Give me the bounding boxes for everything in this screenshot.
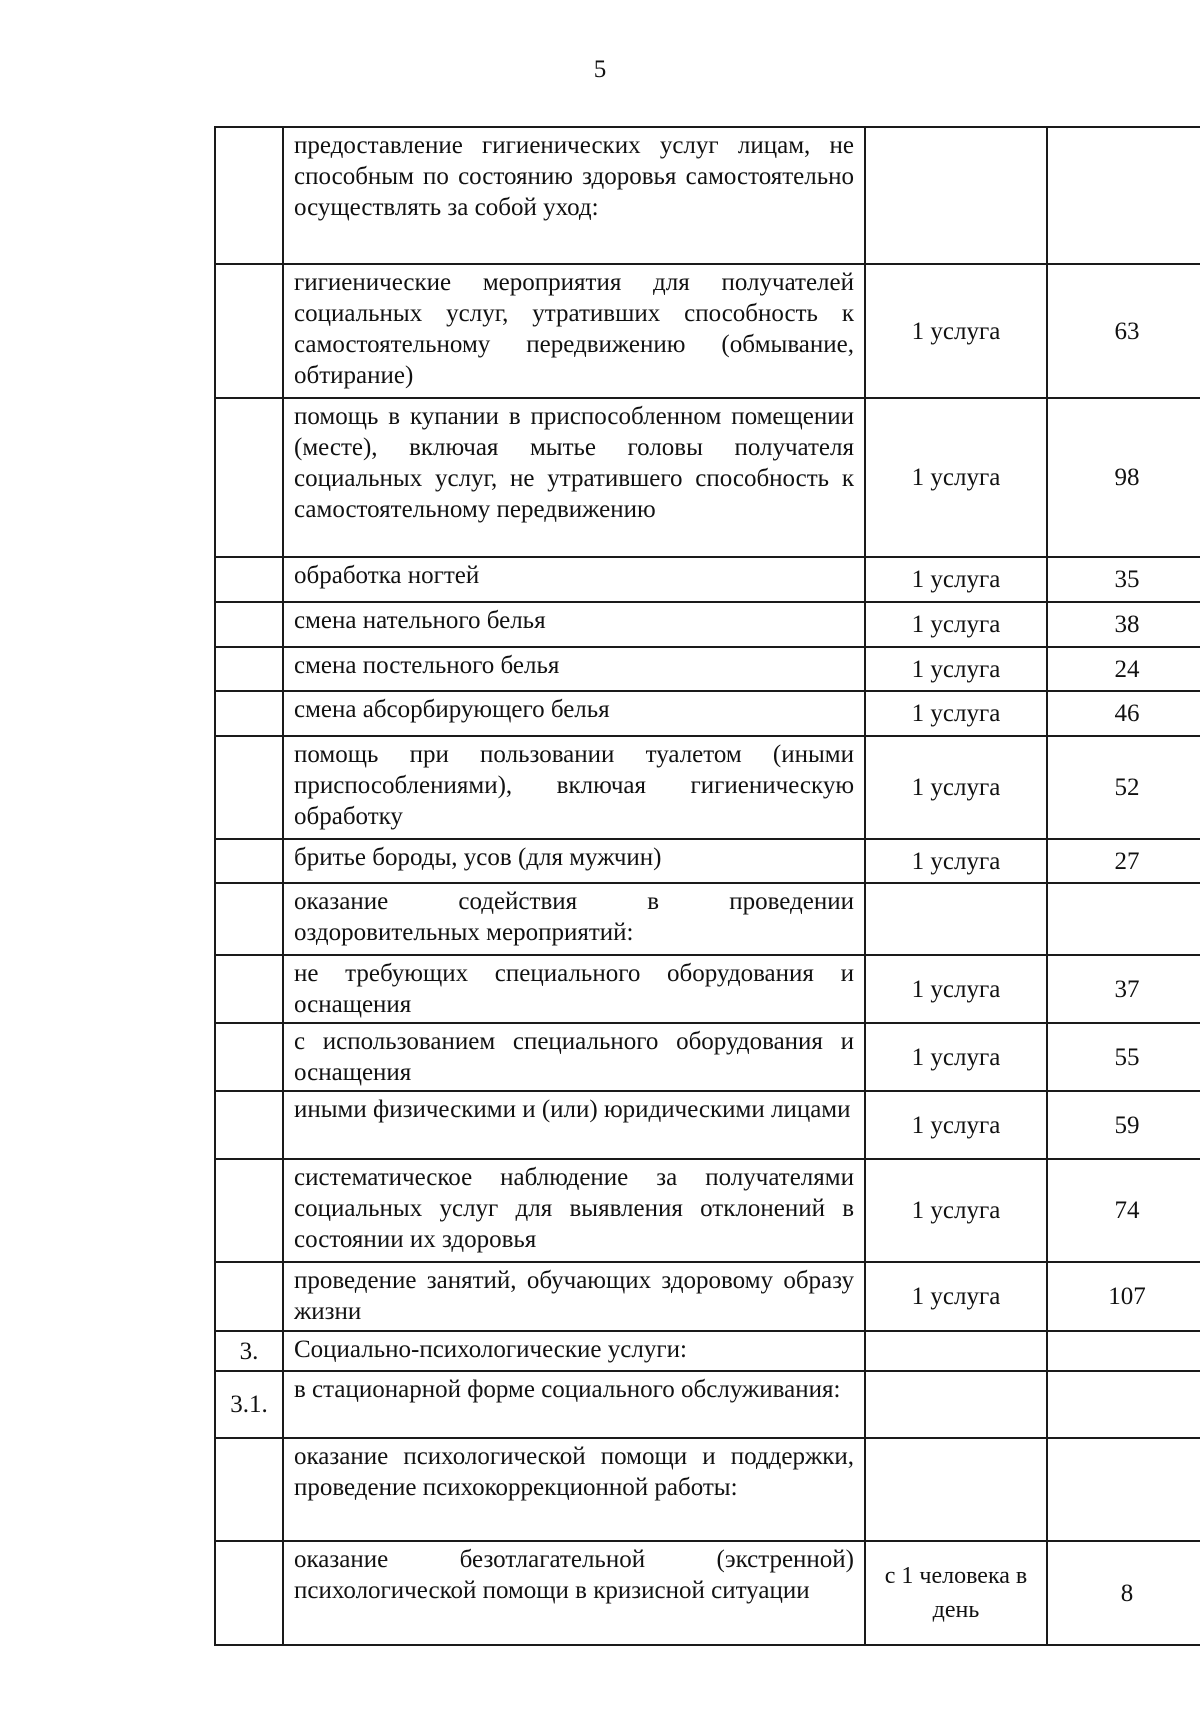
row-number: 3. [215,1331,283,1371]
table-row [215,127,1200,264]
row-number [215,557,283,602]
service-name: иными физическими и (или) юридическими лицами [283,1091,865,1159]
service-price: 8 [1047,1541,1200,1645]
row-number [215,1541,283,1645]
service-unit [865,127,1047,264]
table-row [215,691,1200,736]
service-name: бритье бороды, усов (для мужчин) [283,839,865,883]
service-name: систематическое наблюдение за получателями социальных услуг для выявления отклонений в состоянии их здоровья [283,1159,865,1262]
service-unit: 1 услуга [865,602,1047,647]
service-price: 98 [1047,398,1200,557]
page-number: 5 [593,56,607,83]
row-number [215,127,283,264]
service-name: с использованием специального оборудования и оснащения [283,1023,865,1091]
service-name: помощь в купании в приспособленном помещении (месте), включая мытье головы получателя социальных услуг, не утратившего способность к самостоятельному передвижению [283,398,865,557]
row-number [215,647,283,691]
service-name: смена нательного белья [283,602,865,647]
table-row [215,1541,1200,1645]
service-name: не требующих специального оборудования и оснащения [283,955,865,1023]
table-row [215,557,1200,602]
table-row [215,1262,1200,1331]
table-row [215,839,1200,883]
service-unit: 1 услуга [865,691,1047,736]
row-number [215,602,283,647]
service-unit: 1 услуга [865,955,1047,1023]
service-unit [865,1438,1047,1541]
table-row [215,1023,1200,1091]
service-name: в стационарной форме социального обслуживания: [283,1371,865,1438]
row-number [215,1262,283,1331]
service-name: проведение занятий, обучающих здоровому образу жизни [283,1262,865,1331]
row-number [215,736,283,839]
service-price [1047,1331,1200,1371]
table-row [215,1331,1200,1371]
row-number [215,883,283,955]
table-row [215,955,1200,1023]
service-price: 24 [1047,647,1200,691]
service-name: помощь при пользовании туалетом (иными приспособлениями), включая гигиеническую обработку [283,736,865,839]
table-row [215,1091,1200,1159]
service-unit: 1 услуга [865,736,1047,839]
service-price [1047,1438,1200,1541]
service-name: смена постельного белья [283,647,865,691]
row-number: 3.1. [215,1371,283,1438]
table-row [215,264,1200,398]
service-name: смена абсорбирующего белья [283,691,865,736]
service-price: 35 [1047,557,1200,602]
service-unit [865,1371,1047,1438]
service-unit: 1 услуга [865,264,1047,398]
services-price-table [214,126,1200,1646]
service-name: оказание психологической помощи и поддержки, проведение психокоррекционной работы: [283,1438,865,1541]
table-row [215,398,1200,557]
service-price: 37 [1047,955,1200,1023]
table-row [215,1371,1200,1438]
table-row [215,647,1200,691]
row-number [215,955,283,1023]
service-unit: 1 услуга [865,1023,1047,1091]
row-number [215,1438,283,1541]
service-price: 74 [1047,1159,1200,1262]
service-name: гигиенические мероприятия для получателей социальных услуг, утративших способность к самостоятельному передвижению (обмывание, обтирание) [283,264,865,398]
table-row [215,883,1200,955]
service-unit: 1 услуга [865,839,1047,883]
row-number [215,398,283,557]
table-row [215,736,1200,839]
row-number [215,691,283,736]
service-unit: 1 услуга [865,647,1047,691]
service-unit: 1 услуга [865,557,1047,602]
service-price: 107 [1047,1262,1200,1331]
service-name: оказание содействия в проведении оздоровительных мероприятий: [283,883,865,955]
service-price: 59 [1047,1091,1200,1159]
service-unit [865,1331,1047,1371]
service-unit: 1 услуга [865,1159,1047,1262]
service-unit: 1 услуга [865,398,1047,557]
service-unit: с 1 человека в день [865,1541,1047,1645]
service-name: Социально-психологические услуги: [283,1331,865,1371]
service-price: 38 [1047,602,1200,647]
table-row [215,1159,1200,1262]
table-row [215,602,1200,647]
service-unit: 1 услуга [865,1262,1047,1331]
service-price [1047,883,1200,955]
service-name: обработка ногтей [283,557,865,602]
service-price: 55 [1047,1023,1200,1091]
service-price: 52 [1047,736,1200,839]
service-price [1047,127,1200,264]
service-price: 63 [1047,264,1200,398]
service-price: 46 [1047,691,1200,736]
row-number [215,1159,283,1262]
service-unit: 1 услуга [865,1091,1047,1159]
service-name: предоставление гигиенических услуг лицам, не способным по состоянию здоровья самостоятельно осуществлять за собой уход: [283,127,865,264]
row-number [215,1023,283,1091]
service-unit [865,883,1047,955]
service-price [1047,1371,1200,1438]
row-number [215,264,283,398]
row-number [215,1091,283,1159]
row-number [215,839,283,883]
service-name: оказание безотлагательной (экстренной) психологической помощи в кризисной ситуации [283,1541,865,1645]
table-row [215,1438,1200,1541]
service-price: 27 [1047,839,1200,883]
